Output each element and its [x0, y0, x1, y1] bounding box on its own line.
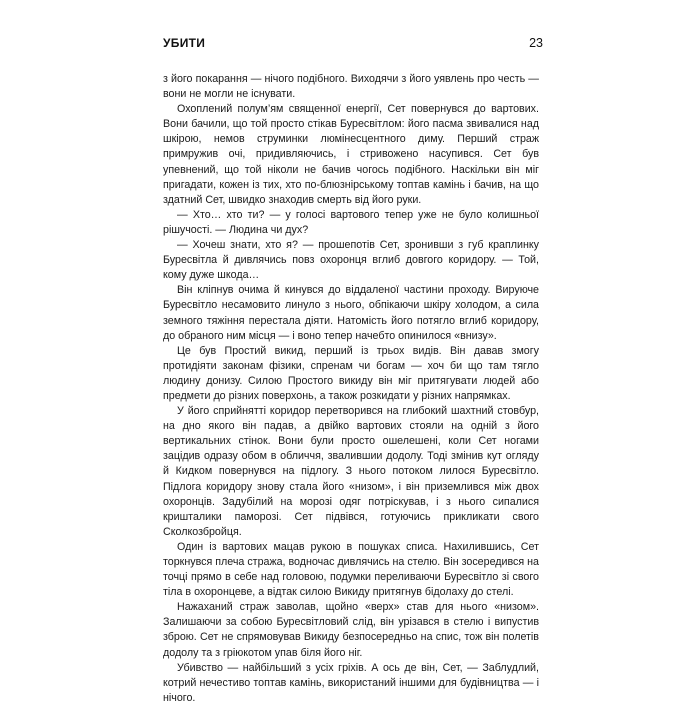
running-head — [163, 36, 543, 54]
paragraph: Один із вартових мацав рукою в пошуках списа. Нахилившись, Сет торкнувся плеча стража, водночас дивлячись на стелю. Він зосередився на точці прямо в себе над головою, подумки переливаючи Буресвітло зі свого тіла в охоронцеве, а відтак силою Викиду притягнув бідолаху до стелі. — [163, 540, 539, 599]
paragraph: Охоплений полум’ям священної енергії, Сет повернувся до вартових. Вони бачили, що той просто стікав Буресвітлом: його пасма звивалися над шкірою, немов струминки люмінесцентного диму. Перший страж примружив очі, придивляючись, і стривожено насупився. Сет був упевнений, що той ніколи не бачив чогось подібного. Наскільки він міг пригадати, кожен із тих, хто по-блюзнірському топтав камінь і бачив, на що здатний Сет, швидко знаходив смерть від його руки. — [163, 103, 539, 206]
page-number: 23 — [529, 36, 543, 50]
paragraph: У його сприйнятті коридор перетворився на глибокий шахтний стовбур, на дно якого він падав, а двійко вартових стояли на одній з його вертикальних стінок. Вони були просто ошелешені, коли Сет ногами зацідив одразу обом в обличчя, звалившии додолу. Тоді змінив кут огляду й Кидком повернувся на підлогу. З нього потоком лилося Буресвітло. Підлога коридору знову стала його «низом», і він приземлився між двох охоронців. Задубілий на морозі одяг потріскував, і з нього сипалися кришталики паморозі. Сет підвівся, готуючись прикликати свого Сколкозбройця. — [163, 405, 539, 538]
paragraph: Убивство — найбільший з усіх гріхів. А ось де він, Сет, — Заблудлий, котрий нечестиво топтав камінь, використаний іншими для будівництва — і нічого. — [163, 661, 539, 704]
paragraph: — Хто… хто ти? — у голосі вартового тепер уже не було колишньої рішучості. — Людина чи дух? — [163, 208, 539, 236]
paragraph: — Хочеш знати, хто я? — прошепотів Сет, зронивши з губ краплинку Буресвітла й дивлячись повз охоронця вглиб довгого коридору. — Той, кому дуже шкода… — [163, 239, 539, 282]
running-title: УБИТИ — [163, 36, 206, 50]
paragraph: Це був Простий викид, перший із трьох видів. Він давав змогу протидіяти законам фізики, спренам чи богам — хоч би що там тягло людину донизу. Силою Простого викиду він міг притягувати людей або предмети до різних поверхонь, а також розкидати у різних напрямках. — [163, 344, 539, 402]
paragraph: Він кліпнув очима й кинувся до віддаленої частини проходу. Вируюче Буресвітло несамовито линуло з нього, обпікаючи шкіру холодом, а сила земного тяжіння перестала діяти. Натомість його потягло вглиб коридору, до обраного ним місця — і воно тепер начебто опинилося «внизу». — [163, 284, 539, 342]
paragraph: Нажаханий страж заволав, щойно «верх» став для нього «низом». Залишаючи за собою Буресвітловий слід, він урізався в стелю і випустив зброю. Сет не спрямовував Викиду безпосередньо на спис, тож він полетів додолу та з гріюкотом упав біля його ніг. — [163, 601, 539, 659]
paragraph: з його покарання — нічого подібного. Виходячи з його уявлень про честь — вони не могли не існувати. — [163, 73, 539, 101]
body-text — [163, 72, 539, 706]
